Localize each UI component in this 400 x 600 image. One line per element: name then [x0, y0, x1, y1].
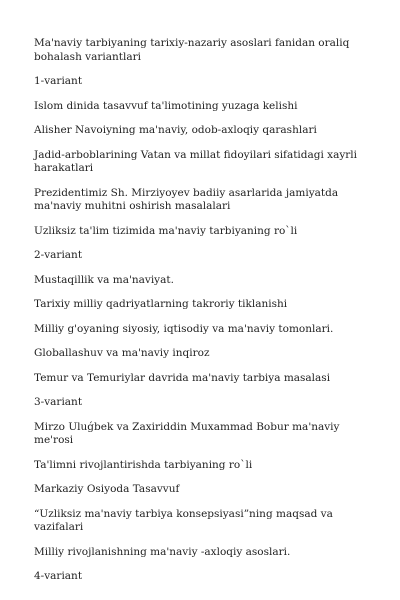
topic-item: Mirzo Uluǵbek va Zaxiriddin Muxammad Bobur ma'naviy me'rosi: [34, 420, 340, 446]
topic-item: Ta'limni rivojlantirishda tarbiyaning ro`li: [34, 458, 253, 471]
topic-item: Mustaqillik va ma'naviyat.: [34, 273, 174, 286]
document-title: Ma'naviy tarbiyaning tarixiy-nazariy asoslari fanidan oraliq bohalash variantlari: [34, 37, 350, 63]
topic-item: Temur va Temuriylar davrida ma'naviy tarbiya masalasi: [34, 371, 331, 384]
variant-heading: 4-variant: [34, 570, 83, 582]
topic-item: Milliy g'oyaning siyosiy, iqtisodiy va ma'naviy tomonlari.: [34, 322, 334, 335]
topic-item: Uzliksiz ta'lim tizimida ma'naviy tarbiyaning ro`li: [34, 224, 298, 237]
topic-item: Alisher Navoiyning ma'naviy, odob-axloqiy qarashlari: [34, 124, 317, 136]
variant-heading: 1-variant: [34, 75, 83, 87]
topic-item: Islom dinida tasavvuf ta'limotining yuzaga kelishi: [34, 99, 298, 112]
topic-item: Milliy rivojlanishning ma'naviy -axloqiy asoslari.: [34, 545, 291, 558]
variant-heading: 2-variant: [34, 249, 83, 261]
topic-item: Tarixiy milliy qadriyatlarning takroriy tiklanishi: [34, 298, 288, 310]
topic-item: Markaziy Osiyoda Tasavvuf: [34, 483, 180, 495]
variant-heading: 3-variant: [34, 396, 83, 408]
topic-item: Jadid-arboblarining Vatan va millat fidoyilari sifatidagi xayrli harakatlari: [34, 148, 358, 174]
topic-item: Prezidentimiz Sh. Mirziyoyev badiiy asarlarida jamiyatda ma'naviy muhitni oshirish masalalari: [34, 186, 339, 212]
topic-item: “Uzliksiz ma'naviy tarbiya konsepsiyasi”ning maqsad va vazifalari: [34, 507, 333, 533]
topic-item: Globallashuv va ma'naviy inqiroz: [34, 347, 210, 359]
